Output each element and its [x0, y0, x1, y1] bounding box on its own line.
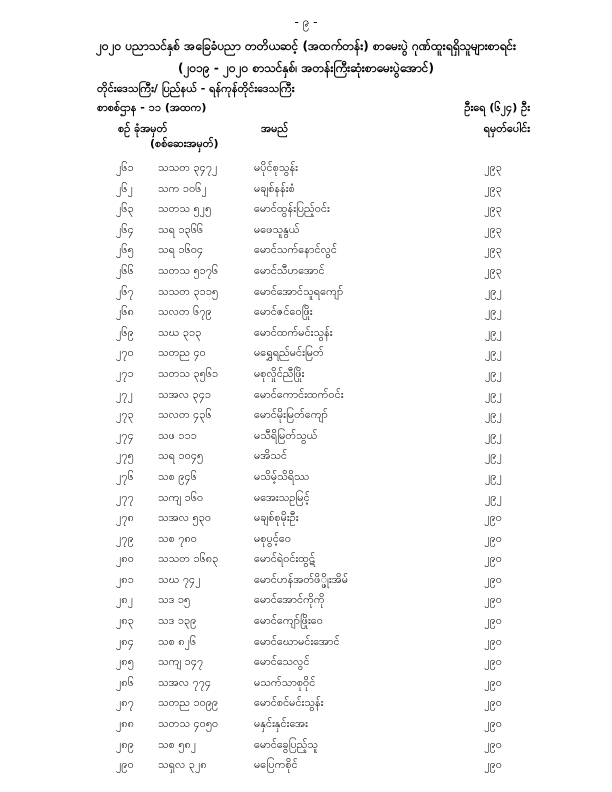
row-no: ၂၇၆	[116, 469, 134, 483]
row-no: ၂၇၄	[116, 428, 134, 442]
row-no: ၂၈၆	[116, 675, 134, 689]
row-no: ၂၆၄	[116, 222, 134, 236]
row-name: မနှင်းနှင်းအေး	[254, 717, 308, 731]
row-name: မောင်ရဲဝင်းထွဋ်	[254, 552, 316, 566]
row-name: မောင်ထက်မင်းသွန်း	[254, 325, 333, 339]
header-name: အမည်	[261, 122, 289, 135]
table-row	[0, 364, 612, 385]
row-grade: ၂၉၀	[484, 531, 502, 545]
table-row	[0, 323, 612, 344]
table-row	[0, 549, 612, 570]
row-code: သတည ၁၀၉၉	[158, 696, 219, 710]
row-code: သကျ ၁၄၇	[158, 655, 204, 669]
row-grade: ၂၉၀	[484, 717, 502, 731]
row-code: သဃ ၇၄၂	[158, 572, 201, 586]
row-name: မောင်ဇင်ဝေဖြိုး	[254, 305, 313, 319]
row-name: မောင်အောင်သူရကျော်	[254, 284, 344, 298]
row-code: သတသ ၃၅၆၁	[158, 366, 219, 380]
row-no: ၂၇၅	[116, 449, 134, 463]
row-name: မသိမ့်သိရိဿ	[254, 469, 310, 483]
row-code: သအလ ၃၄၁	[158, 387, 212, 401]
row-no: ၂၈၂	[116, 593, 134, 607]
row-grade: ၂၉၃	[484, 202, 502, 216]
row-no: ၂၈၀	[116, 552, 134, 566]
row-code: သရှလ ၃၂၈	[158, 758, 207, 772]
row-name: မောင်ဟန်အတ်ဖိ္ဖိုးအိမ်	[254, 572, 349, 586]
row-code: သသတ ၃၁၁၅	[158, 284, 219, 298]
table-row	[0, 714, 612, 735]
row-no: ၂၈၄	[116, 634, 134, 648]
table-row	[0, 467, 612, 488]
row-name: မစုပွင့်ဝေ	[254, 531, 291, 545]
row-code: သအလ ၇၇၄	[158, 675, 212, 689]
row-code: သစ ၅၈၂	[158, 737, 197, 751]
table-row	[0, 282, 612, 303]
table-row	[0, 220, 612, 241]
row-no: ၂၈၇	[116, 696, 134, 710]
results-table	[0, 158, 612, 776]
row-grade: ၂၉၀	[484, 572, 502, 586]
row-grade: ၂၉၃	[484, 243, 502, 257]
row-name: မောင်ထွန်းပြည့်ဝင်း	[254, 202, 330, 216]
table-row	[0, 755, 612, 776]
row-no: ၂၇၉	[116, 531, 134, 545]
row-name: မပိုင်စုသွန်း	[254, 161, 298, 174]
table-row	[0, 673, 612, 694]
row-name: မအိသင်	[254, 449, 288, 463]
table-row	[0, 385, 612, 406]
row-no: ၂၈၈	[116, 717, 134, 731]
row-name: မောင်စင်မင်းသွန်း	[254, 696, 324, 710]
row-grade: ၂၉၀	[484, 614, 502, 628]
row-no: ၂၈၉	[116, 737, 134, 751]
row-name: မောင်မိုးမြတ်ကျော်	[254, 408, 328, 422]
row-name: မောင်ကောင်းထက်ဝင်း	[254, 387, 344, 401]
row-code: သစ ၉၄၆	[158, 469, 197, 483]
row-grade: ၂၉၀	[484, 758, 502, 772]
page-number: - ၉ -	[294, 15, 318, 29]
document-title: ၂၀၂၀ ပညာသင်နှစ် အခြေခံပညာ တတိယဆင့် (အထက်တန်း) စာမေးပွဲ ဂုဏ်ထူးရရှိသူများစာရင်း	[95, 39, 517, 53]
table-row	[0, 529, 612, 550]
row-grade: ၂၉၃	[484, 181, 502, 195]
row-no: ၂၆၅	[116, 243, 134, 257]
table-row	[0, 570, 612, 591]
header-code-sub: (စစ်ဆေးအမှတ်)	[150, 137, 219, 150]
row-grade: ၂၉၀	[484, 737, 502, 751]
row-no: ၂၉၀	[116, 758, 134, 772]
table-row	[0, 199, 612, 220]
table-row	[0, 261, 612, 282]
row-code: သတသ ၄၀၅၀	[158, 717, 219, 731]
row-name: မသီရိမြတ်သွယ်	[254, 428, 318, 442]
row-name: မစုလှိုင်ညီဖြိုး	[254, 366, 305, 380]
table-row	[0, 590, 612, 611]
row-no: ၂၆၉	[116, 325, 134, 339]
row-name: မောင်ဃောမင်းအောင်	[254, 634, 340, 648]
row-name: မောင်ကျော်ဖြိုးဝေ	[254, 614, 323, 628]
header-no: စဉ်	[118, 122, 131, 135]
row-grade: ၂၉၀	[484, 593, 502, 607]
table-row	[0, 158, 612, 179]
row-code: သကျ ၁၆၀	[158, 490, 204, 504]
row-code: သအလ ၅၃၀	[158, 511, 212, 525]
row-name: မောင်ခွေပြည့်သူ	[254, 737, 319, 751]
row-no: ၂၇၀	[116, 346, 134, 360]
row-code: သရ ၁၀၄၅	[158, 449, 204, 463]
row-no: ၂၇၈	[116, 511, 134, 525]
row-no: ၂၆၃	[116, 202, 134, 216]
row-no: ၂၇၂	[116, 387, 133, 401]
row-name: မောင်သီဟအောင်	[254, 263, 325, 277]
row-grade: ၂၉၀	[484, 511, 502, 525]
table-row	[0, 405, 612, 426]
table-row	[0, 508, 612, 529]
table-row	[0, 693, 612, 714]
row-code: သတသ ၅၁၇၆	[158, 263, 219, 277]
row-code: သတည ၄၀	[158, 346, 206, 360]
row-grade: ၂၉၀	[484, 696, 502, 710]
row-no: ၂၇၃	[116, 408, 134, 422]
row-name: မချစ်နန်းစံ	[254, 181, 295, 195]
row-name: မရွှေရည်မင်းမြတ်	[254, 346, 324, 360]
row-grade: ၂၉၀	[484, 675, 502, 689]
row-code: သဃ ၃၁၃	[158, 325, 202, 339]
row-grade: ၂၉၂	[485, 387, 502, 401]
row-no: ၂၇၇	[116, 490, 134, 504]
row-grade: ၂၉၂	[485, 346, 502, 360]
row-code: သသတ ၁၆၈၃	[158, 552, 219, 566]
row-name: မောင်သေလွင်	[254, 655, 310, 669]
table-row	[0, 611, 612, 632]
row-name: မောင်အောင်ကိုကို	[254, 593, 325, 607]
row-code: သဒ ၁၃၉	[158, 614, 197, 628]
row-grade: ၂၉၂	[485, 449, 502, 463]
table-row	[0, 426, 612, 447]
row-no: ၂၈၃	[116, 614, 134, 628]
row-no: ၂၆၁	[116, 161, 134, 174]
row-code: သစ ၇၈၀	[158, 531, 197, 545]
row-no: ၂၆၇	[116, 284, 134, 298]
exam-center-label: စာစစ်ဌာန - ၁၁ (အထက)	[97, 101, 207, 114]
header-code: ခုံအမှတ်	[134, 122, 168, 135]
row-name: မောင်သက်နောင်လွင်	[254, 243, 337, 257]
document-subtitle: (၂၀၁၉ - ၂၀၂၀ စာသင်နှစ်၊ အတန်းကြီးဆုံးစာမေးပွဲအောင်)	[178, 61, 434, 75]
row-no: ၂၆၆	[116, 263, 134, 277]
row-grade: ၂၉၂	[485, 469, 502, 483]
table-row	[0, 632, 612, 653]
row-code: သက ၁၀၆၂	[158, 181, 207, 195]
row-name: မအေးသဥမြင့်	[254, 490, 310, 504]
row-code: သတသ ၅၂၅	[158, 202, 212, 216]
table-row	[0, 240, 612, 261]
row-grade: ၂၉၂	[485, 490, 502, 504]
total-count-label: ဦးရေ (၆၂၄) ဦး	[464, 101, 530, 114]
row-code: သရ ၁၆၀၄	[158, 243, 204, 257]
row-grade: ၂၉၃	[484, 222, 502, 236]
table-row	[0, 302, 612, 323]
row-name: မသက်သာစုဝိုင်	[254, 675, 316, 689]
table-row	[0, 179, 612, 200]
table-row	[0, 652, 612, 673]
region-label: တိုင်းဒေသကြီး/ ပြည်နယ် - ရန်ကုန်တိုင်းဒေသကြီး	[97, 82, 295, 95]
row-code: သဒ ၁၅	[158, 593, 191, 607]
row-code: သစ ၈၂၆	[158, 634, 197, 648]
row-name: မပြေကစိုင်	[254, 758, 298, 772]
row-code: သရ ၁၃၆၆	[158, 222, 204, 236]
row-code: သလတ ၆၇၉	[158, 305, 212, 319]
table-row	[0, 446, 612, 467]
row-code: သဖ ၁၁၁	[158, 428, 197, 442]
row-grade: ၂၉၀	[484, 552, 502, 566]
row-no: ၂၇၁	[116, 366, 134, 380]
row-grade: ၂၉၂	[485, 428, 502, 442]
row-grade: ၂၉၂	[485, 305, 502, 319]
row-no: ၂၆၈	[116, 305, 134, 319]
row-grade: ၂၉၀	[484, 655, 502, 669]
table-row	[0, 343, 612, 364]
row-grade: ၂၉၂	[485, 408, 502, 422]
row-no: ၂၆၂	[116, 181, 133, 195]
row-grade: ၂၉၃	[484, 263, 502, 277]
row-no: ၂၈၁	[116, 572, 134, 586]
table-row	[0, 735, 612, 756]
row-name: မဖေသူနွယ်	[254, 222, 300, 236]
row-grade: ၂၉၀	[484, 634, 502, 648]
row-grade: ၂၉၂	[485, 325, 502, 339]
row-no: ၂၈၅	[116, 655, 134, 669]
row-grade: ၂၉၂	[485, 366, 502, 380]
table-row	[0, 488, 612, 509]
row-name: မချစ်စုမိုးဦး	[254, 511, 299, 525]
header-grade: ရမှတ်ပေါင်း	[483, 122, 530, 135]
row-code: သသတ ၃၄၇၂	[158, 161, 218, 174]
row-code: သလတ ၄၃၆	[158, 408, 212, 422]
row-grade: ၂၉၂	[485, 284, 502, 298]
row-grade: ၂၉၃	[484, 161, 502, 174]
